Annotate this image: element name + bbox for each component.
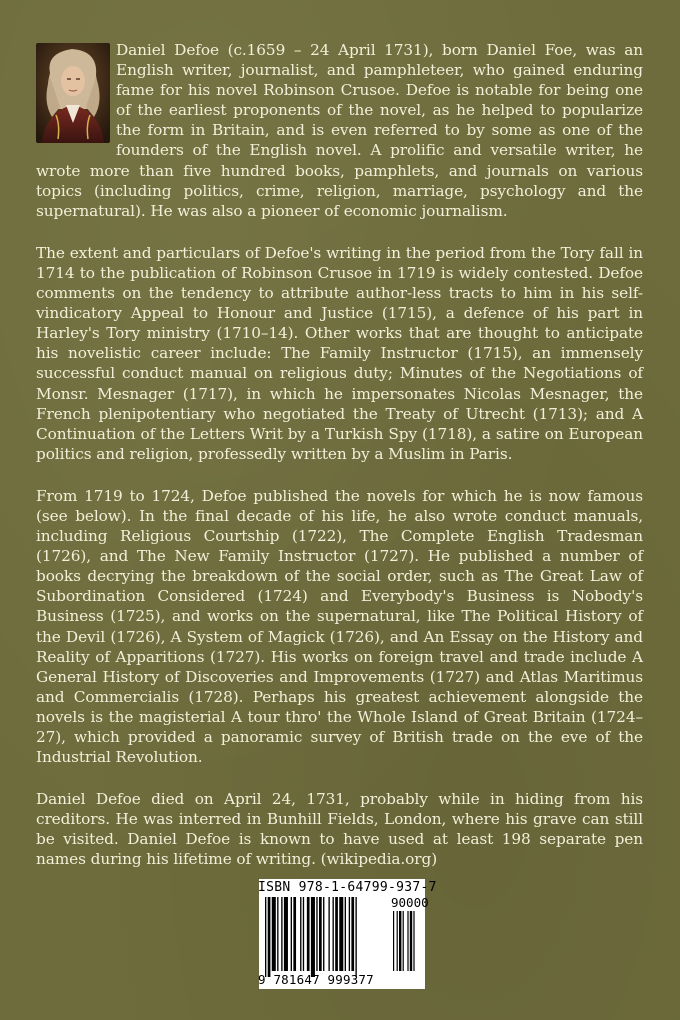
price-code: 90000: [391, 895, 429, 910]
bio-paragraph-1-text: Daniel Defoe (c.1659 – 24 April 1731), born Daniel Foe, was an English writer, journalist, and pamphleteer, who gained enduring fame for his novel Robinson Crusoe. Defoe is notable for being one of the earliest proponents of the novel, as he helped to popularize the form in Britain, and is even referred to by some as one of the founders of the English novel. A prolific and versatile writer, he wrote more than five hundred books, pamphlets, and journals on various topics (including politics, crime, religion, marriage, psychology and the supernatural). He was also a pioneer of economic journalism.: [36, 41, 643, 220]
ean-digits: 9 781647 999377: [258, 972, 374, 987]
author-portrait: [36, 43, 110, 143]
bio-paragraph-4: Daniel Defoe died on April 24, 1731, probably while in hiding from his creditors. He was interred in Bunhill Fields, London, where his grave can still be visited. Daniel Defoe is known to have used at least 198 separate pen names during his lifetime of writing. (wikipedia.org): [36, 790, 643, 869]
bio-paragraph-1: [36, 40, 643, 221]
bio-paragraph-3: From 1719 to 1724, Defoe published the novels for which he is now famous (see below). In the final decade of his life, he also wrote conduct manuals, including Religious Courtship (1722), The Complete English Tradesman (1726), and The New Family Instructor (1727). He published a number of books decrying the breakdown of the social order, such as The Great Law of Subordination Considered (1724) and Everybody's Business is Nobody's Business (1725), and works on the supernatural, like The Political History of the Devil (1726), A System of Magick (1726), and An Essay on the History and Reality of Apparitions (1727). His works on foreign travel and trade include A General History of Discoveries and Improvements (1727) and Atlas Maritimus and Commercialis (1728). Perhaps his greatest achievement alongside the novels is the magisterial A tour thro' the Whole Island of Great Britain (1724–27), which provided a panoramic survey of British trade on the eve of the Industrial Revolution.: [36, 486, 643, 767]
bio-paragraph-2: The extent and particulars of Defoe's writing in the period from the Tory fall in 1714 to the publication of Robinson Crusoe in 1719 is widely contested. Defoe comments on the tendency to attribute author-less tracts to him in his self-vindicatory Appeal to Honour and Justice (1715), a defence of his part in Harley's Tory ministry (1710–14). Other works that are thought to anticipate his novelistic career include: The Family Instructor (1715), an immensely successful conduct manual on religious duty; Minutes of the Negotiations of Monsr. Mesnager (1717), in which he impersonates Nicolas Mesnager, the French plenipotentiary who negotiated the Treaty of Utrecht (1713); and A Continuation of the Letters Writ by a Turkish Spy (1718), a satire on European politics and religion, professedly written by a Muslim in Paris.: [36, 243, 643, 463]
back-cover-text: [36, 40, 643, 892]
isbn-label: ISBN 978-1-64799-937-7: [258, 880, 437, 895]
